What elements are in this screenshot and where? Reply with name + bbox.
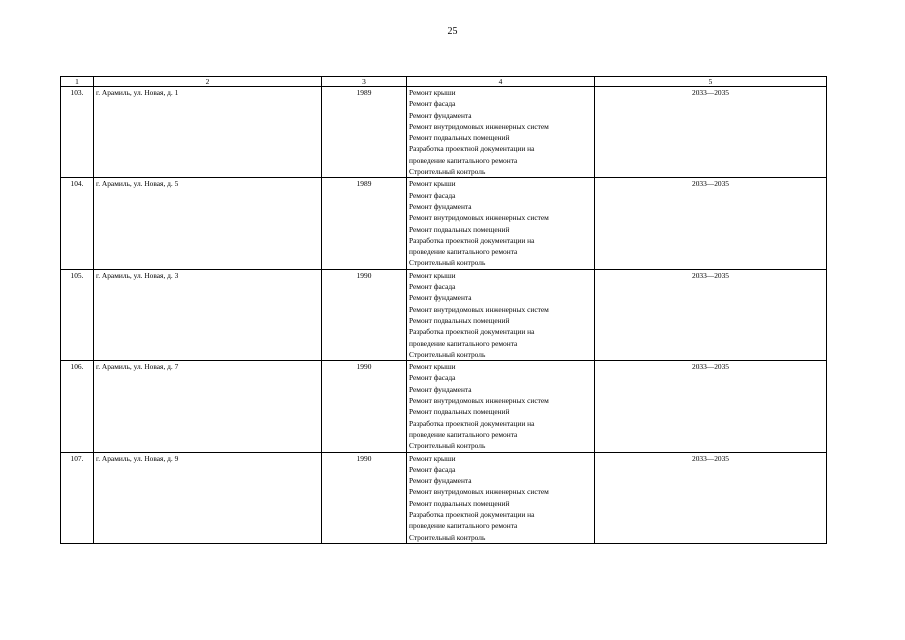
header-col-1: 1 [61,77,94,87]
row-number: 107. [61,452,94,543]
row-number: 106. [61,361,94,452]
repair-works-list [407,452,595,543]
row-number: 104. [61,178,94,269]
repair-works-list [407,87,595,178]
repair-work-item: Ремонт фасада [409,282,456,292]
building-address: г. Арамиль, ул. Новая, д. 5 [94,178,322,269]
repair-work-item: Ремонт внутридомовых инженерных систем [409,304,549,314]
repair-work-item: Ремонт фундамента [409,293,472,303]
repair-work-item: Ремонт фундамента [409,384,472,394]
table-row [61,178,827,269]
repair-work-item: Разработка проектной документации на [409,418,535,428]
repair-works-list [407,361,595,452]
repair-work-item: Ремонт фундамента [409,201,472,211]
repair-work-item: Ремонт крыши [409,179,456,189]
repair-work-item: Ремонт фасада [409,464,456,474]
repair-work-item: Ремонт крыши [409,453,456,463]
repair-work-item: Ремонт фасада [409,99,456,109]
repair-work-item: Строительный контроль [409,441,486,451]
commission-year: 1989 [322,178,407,269]
repair-work-item: Ремонт внутридомовых инженерных систем [409,121,549,131]
header-col-3: 3 [322,77,407,87]
table-row [61,361,827,452]
repair-work-item: Ремонт внутридомовых инженерных систем [409,213,549,223]
header-col-2: 2 [94,77,322,87]
row-number: 103. [61,87,94,178]
repair-work-item: Ремонт внутридомовых инженерных систем [409,487,549,497]
commission-year: 1990 [322,361,407,452]
repair-work-item: Ремонт крыши [409,362,456,372]
repair-work-item: Строительный контроль [409,258,486,268]
repair-work-item: Ремонт фасада [409,373,456,383]
repair-work-item: Ремонт внутридомовых инженерных систем [409,396,549,406]
repair-period: 2033—2035 [595,361,827,452]
repair-work-item: Разработка проектной документации на [409,144,535,154]
repair-period: 2033—2035 [595,87,827,178]
repair-work-item: Ремонт фундамента [409,110,472,120]
repair-work-item: проведение капитального ремонта [409,429,518,439]
row-number: 105. [61,269,94,360]
repair-work-item: Разработка проектной документации на [409,235,535,245]
repair-work-item: Ремонт подвальных помещений [409,133,510,143]
table-header [61,77,827,87]
table-row [61,452,827,543]
repair-work-item: проведение капитального ремонта [409,247,518,257]
repair-schedule-table [60,76,827,544]
repair-work-item: Ремонт фундамента [409,476,472,486]
repair-work-item: Ремонт крыши [409,88,456,97]
repair-work-item: проведение капитального ремонта [409,521,518,531]
repair-work-item: Ремонт подвальных помещений [409,315,510,325]
building-address: г. Арамиль, ул. Новая, д. 1 [94,87,322,178]
repair-work-item: Строительный контроль [409,532,486,542]
building-address: г. Арамиль, ул. Новая, д. 7 [94,361,322,452]
repair-work-item: Разработка проектной документации на [409,509,535,519]
commission-year: 1989 [322,87,407,178]
repair-work-item: Ремонт крыши [409,270,456,280]
header-col-4: 4 [407,77,595,87]
repair-works-list [407,269,595,360]
table-row [61,269,827,360]
repair-work-item: Строительный контроль [409,167,486,177]
repair-work-item: проведение капитального ремонта [409,155,518,165]
repair-period: 2033—2035 [595,452,827,543]
repair-work-item: Ремонт подвальных помещений [409,224,510,234]
table-row [61,87,827,178]
building-address: г. Арамиль, ул. Новая, д. 3 [94,269,322,360]
commission-year: 1990 [322,452,407,543]
repair-works-list [407,178,595,269]
header-col-5: 5 [595,77,827,87]
table-body [61,87,827,544]
repair-work-item: Ремонт подвальных помещений [409,407,510,417]
repair-work-item: Строительный контроль [409,349,486,359]
repair-work-item: Ремонт подвальных помещений [409,498,510,508]
building-address: г. Арамиль, ул. Новая, д. 9 [94,452,322,543]
repair-period: 2033—2035 [595,178,827,269]
repair-work-item: проведение капитального ремонта [409,338,518,348]
commission-year: 1990 [322,269,407,360]
repair-period: 2033—2035 [595,269,827,360]
header-row [61,77,827,87]
page-number: 25 [447,26,458,37]
repair-work-item: Разработка проектной документации на [409,327,535,337]
repair-work-item: Ремонт фасада [409,190,456,200]
